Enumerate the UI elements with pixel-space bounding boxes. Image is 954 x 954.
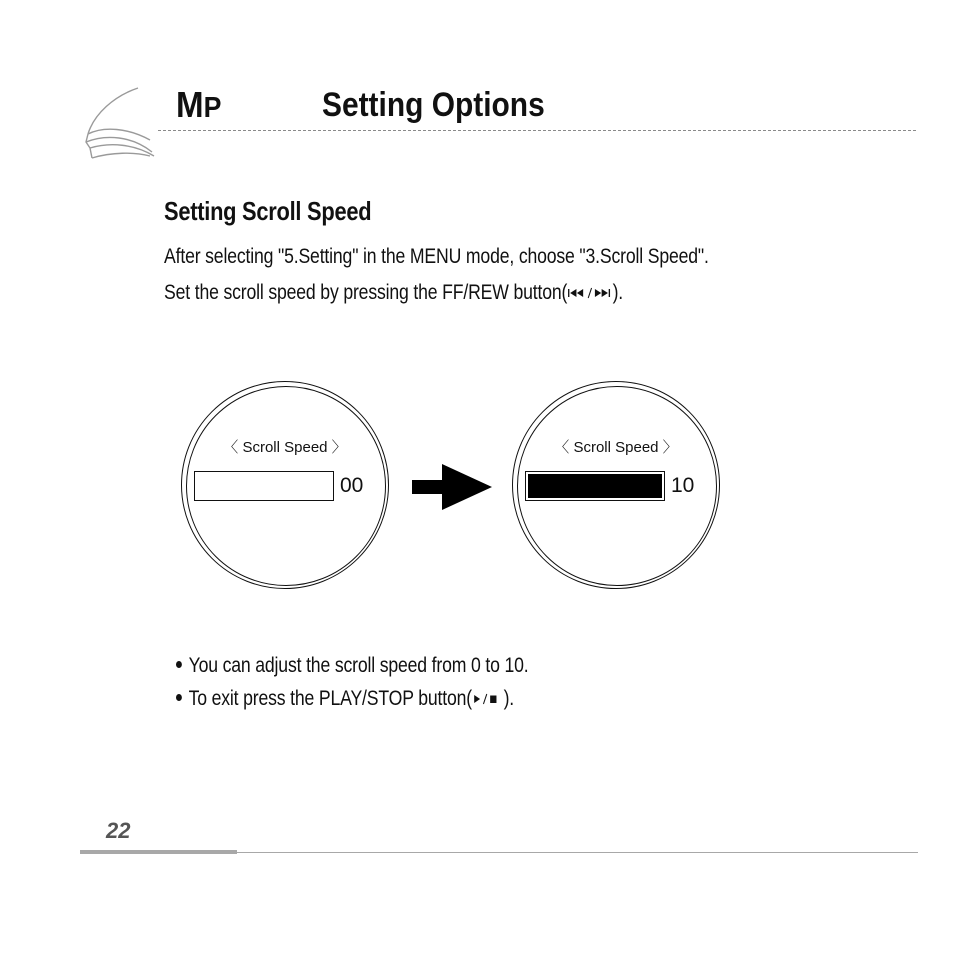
instruction-line-1: After selecting "5.Setting" in the MENU mode, choose "3.Scroll Speed". (164, 245, 709, 268)
bullet-icon (176, 694, 182, 701)
dial-after-value: 10 (671, 474, 695, 497)
play-icon (472, 693, 482, 705)
note-item-1 (176, 654, 529, 678)
instruction-line-2 (164, 281, 623, 305)
page-number: 22 (106, 818, 131, 843)
stop-icon (489, 693, 499, 705)
slash-separator-icon (586, 286, 594, 300)
instruction-line-2-text: Set the scroll speed by pressing the FF/REW button( (164, 281, 568, 304)
right-arrow-icon (412, 464, 492, 512)
dial-after-label: 〈 Scroll Speed 〉 (554, 439, 678, 456)
dial-after (512, 381, 720, 589)
page-title: Setting Options (322, 86, 545, 124)
skip-forward-icon (594, 287, 612, 299)
skip-back-icon (567, 287, 585, 299)
bullet-icon (176, 661, 182, 668)
note-1-text: You can adjust the scroll speed from 0 to 10. (188, 654, 529, 677)
note-2-text: To exit press the PLAY/STOP button( (188, 687, 472, 710)
slash-separator-icon (482, 692, 489, 706)
dial-before (181, 381, 389, 589)
footer-accent-bar (80, 850, 237, 854)
scroll-speed-fill-after (528, 474, 662, 498)
instruction-line-2-end: ). (612, 281, 624, 304)
header-divider (158, 130, 916, 131)
scroll-speed-bar-after (525, 471, 665, 501)
note-item-2 (176, 687, 514, 711)
brand-mark: MP (176, 84, 222, 125)
scroll-speed-bar-before (194, 471, 334, 501)
wing-logo-icon (84, 86, 156, 160)
section-heading: Setting Scroll Speed (164, 196, 372, 226)
note-2-end: ). (498, 687, 515, 710)
dial-before-label: 〈 Scroll Speed 〉 (223, 439, 347, 456)
dial-before-value: 00 (340, 474, 364, 497)
